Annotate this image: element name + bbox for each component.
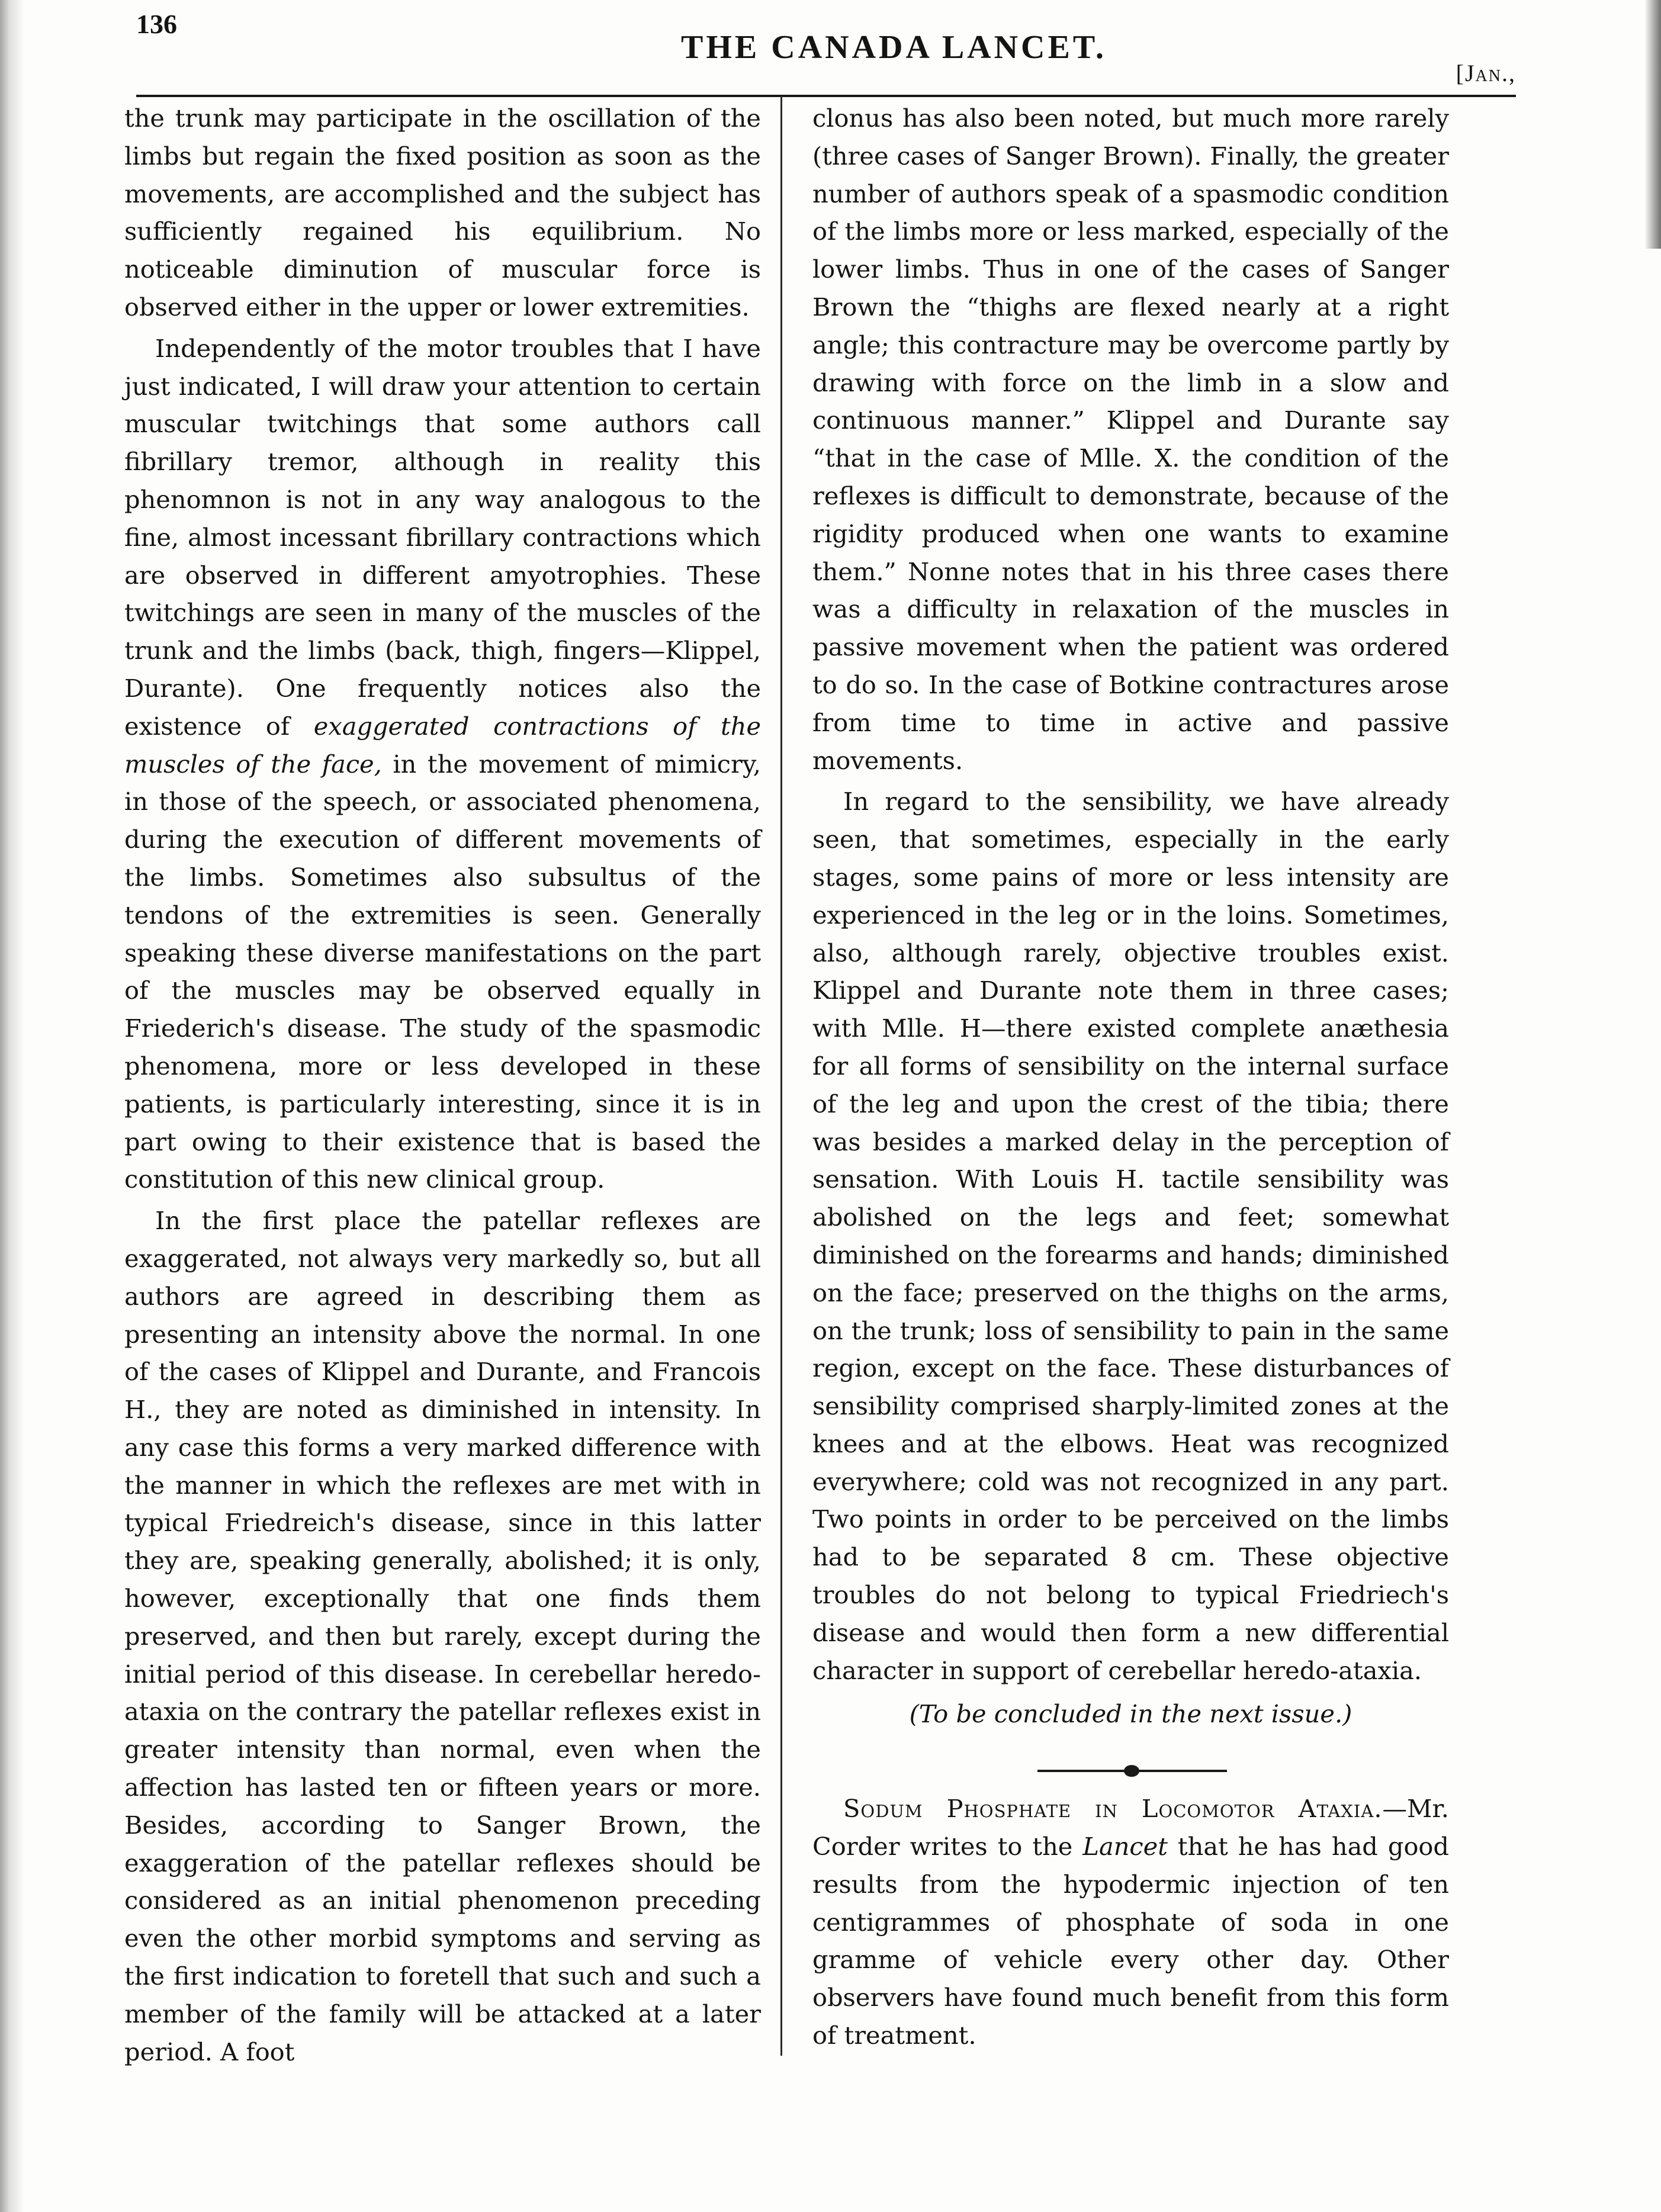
right-column — [812, 99, 1449, 2055]
text-run: in the movement of mimicry, in those of the speech, or associated phenomena, during the execution of different movements of the limbs. Sometimes also subsultus of the tendons of the extremities is seen. Generally speaking these diverse manifestations on the part of the muscles may be observed equally in Friederich's disease. The study of the spasmodic phenomena, more or less developed in these patients, is particularly interesting, since it is in part owing to their existence that is based the constitution of this new clinical group. — [124, 749, 761, 1194]
issue-month: [Jan., — [1456, 60, 1516, 86]
continued-note: (To be concluded in the next issue.) — [909, 1699, 1352, 1729]
page-number: 136 — [136, 9, 177, 39]
page-edge-shadow — [1644, 0, 1661, 249]
paragraph — [812, 1790, 1449, 2055]
left-column — [124, 99, 761, 2070]
section-ornament — [812, 1748, 1449, 1790]
paragraph: the trunk may participate in the oscillation of the limbs but regain the fixed position as soon as the movements, are accomplished and the subject has sufficiently regained his equilibrium. No noticeable diminution of muscular force is observed either in the upper or lower extremities. — [124, 104, 761, 321]
ornament-dot — [1124, 1765, 1139, 1777]
text-run: that he has had good results from the hypodermic injection of ten centigrammes of phosphate of soda in one gramme of vehicle every other day. Other observers have found much benefit from this form of treatment. — [812, 1832, 1449, 2050]
article-heading: Sodum Phosphate in Locomotor Ataxia. — [843, 1794, 1383, 1824]
italic-text: exaggerated contractions of the muscles of the face, — [124, 711, 762, 779]
paragraph: In the first place the patellar reflexes are exaggerated, not always very markedly so, but all authors are agreed in describing them as presenting an intensity above the normal. In one of the cases of Klippel and Durante, and Francois H., they are noted as diminished in intensity. In any case this forms a very marked difference with the manner in which the reflexes are met with in typical Friedreich's disease, since in this latter they are, speaking generally, abolished; it is only, however, exceptionally that one finds them preserved, and then but rarely, except during the initial period of this disease. In cerebellar heredo-ataxia on the contrary the patellar reflexes exist in greater intensity than normal, even when the affection has lasted ten or fifteen years or more. Besides, according to Sanger Brown, the exaggeration of the patellar reflexes should be considered as an initial phenomenon preceding even the other morbid symptoms and serving as the first indication to foretell that such and such a member of the family will be attacked at a later period. A foot — [124, 1206, 761, 2066]
paragraph: In regard to the sensibility, we have already seen, that sometimes, especially in the early stages, some pains of more or less intensity are experienced in the leg or in the loins. Sometimes, also, although rarely, objective troubles exist. Klippel and Durante note them in three cases; with Mlle. H—there existed complete anæthesia for all forms of sensibility on the internal surface of the leg and upon the crest of the tibia; there was besides a marked delay in the perception of sensation. With Louis H. tactile sensibility was abolished on the legs and feet; somewhat diminished on the forearms and hands; diminished on the face; preserved on the thighs on the arms, on the trunk; loss of sensibility to pain in the same region, except on the face. These disturbances of sensibility comprised sharply-limited zones at the knees and at the elbows. Heat was recognized everywhere; cold was not recognized in any part. Two points in order to be perceived on the limbs had to be separated 8 cm. These objective troubles do not belong to typical Friedriech's disease and would then form a new differential character in support of cerebellar heredo-ataxia. — [812, 787, 1449, 1685]
paragraph: clonus has also been noted, but much more rarely (three cases of Sanger Brown). Finally, the greater number of authors speak of a spasmodic condition of the limbs more or less marked, especially of the lower limbs. Thus in one of the cases of Sanger Brown the “thighs are flexed nearly at a right angle; this contracture may be overcome partly by drawing with force on the limb in a slow and continuous manner.” Klippel and Durante say “that in the case of Mlle. X. the condition of the reflexes is difficult to demonstrate, because of the rigidity produced when one wants to examine them.” Nonne notes that in his three cases there was a difficulty in relaxation of the muscles in passive movement when the patient was ordered to do so. In the case of Botkine contractures arose from time to time in active and passive movements. — [812, 104, 1449, 775]
binding-shadow — [0, 0, 24, 2212]
running-header — [136, 8, 1516, 86]
header-rule — [136, 95, 1516, 97]
journal-title: THE CANADA LANCET. — [681, 29, 1107, 66]
paragraph — [124, 330, 761, 1198]
text-run: Independently of the motor troubles that I have just indicated, I will draw your attention to certain muscular twitchings that some authors call fibrillary tremor, although in reality this phenomnon is not in any way analogous to the fine, almost incessant fibrillary contractions which are observed in different amyotrophies. These twitchings are seen in many of the muscles of the trunk and the limbs (back, thigh, fingers—Klippel, Durante). One frequently notices also the existence of — [124, 333, 761, 741]
text-run: —Mr. Corder writes to the — [812, 1794, 1449, 1861]
italic-text: Lancet — [1082, 1832, 1168, 1861]
column-divider — [780, 96, 782, 2056]
